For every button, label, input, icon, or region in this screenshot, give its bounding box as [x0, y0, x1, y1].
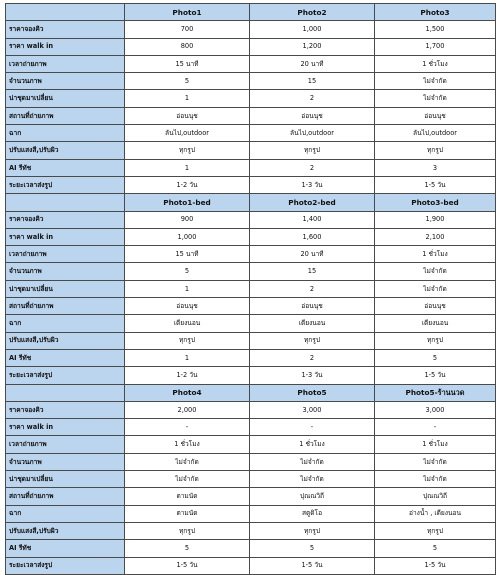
table-cell: 1: [125, 280, 250, 297]
table-cell: 1,500: [375, 21, 496, 38]
table-cell: 1-2 วัน: [125, 367, 250, 384]
table-row: [6, 522, 496, 539]
row-label: เวลาถ่ายภาพ: [6, 436, 125, 453]
table-cell: ลันไป,outdoor: [250, 125, 375, 142]
table-cell: 20 นาที: [250, 55, 375, 72]
package-name-header: Photo2: [250, 4, 375, 21]
row-label: ราคา walk in: [6, 38, 125, 55]
table-cell: ไม่จำกัด: [375, 263, 496, 280]
table-cell: ตามนัด: [125, 505, 250, 522]
row-label: ปรับแสงสี,ปรับผิว: [6, 142, 125, 159]
package-name-header: Photo3-bed: [375, 194, 496, 211]
table-cell: ไม่จำกัด: [250, 453, 375, 470]
table-cell: ทุกรูป: [250, 332, 375, 349]
table-cell: 1 ชั่วโมง: [250, 436, 375, 453]
table-cell: 5: [125, 540, 250, 557]
row-label: ฉาก: [6, 125, 125, 142]
price-table: [5, 3, 496, 575]
table-cell: 3,000: [375, 401, 496, 418]
table-cell: อ่างน้ำ , เตียงนอน: [375, 505, 496, 522]
table-cell: 1 ชั่วโมง: [375, 55, 496, 72]
table-cell: 1-5 วัน: [375, 176, 496, 193]
table-cell: ไม่จำกัด: [375, 73, 496, 90]
table-row: [6, 315, 496, 332]
table-cell: ไม่จำกัด: [375, 453, 496, 470]
table-row: [6, 401, 496, 418]
table-row: [6, 540, 496, 557]
table-cell: 1,600: [250, 228, 375, 245]
table-cell: ทุกรูป: [250, 522, 375, 539]
table-cell: 2,100: [375, 228, 496, 245]
table-cell: อ่อนนุช: [250, 107, 375, 124]
price-table-container: [5, 3, 495, 575]
table-row: [6, 280, 496, 297]
table-cell: ไม่จำกัด: [250, 471, 375, 488]
table-cell: 15 นาที: [125, 246, 250, 263]
table-row: [6, 55, 496, 72]
table-cell: 2,000: [125, 401, 250, 418]
row-label: ระยะเวลาส่งรูป: [6, 557, 125, 574]
table-cell: 5: [125, 263, 250, 280]
row-label: เวลาถ่ายภาพ: [6, 55, 125, 72]
package-name-header: Photo4: [125, 384, 250, 401]
row-label: จำนวนภาพ: [6, 73, 125, 90]
row-label: ระยะเวลาส่งรูป: [6, 176, 125, 193]
table-cell: 1,400: [250, 211, 375, 228]
table-cell: ทุกรูป: [125, 332, 250, 349]
row-label: AI รีทัช: [6, 540, 125, 557]
table-cell: อ่อนนุช: [125, 107, 250, 124]
table-cell: ทุกรูป: [125, 522, 250, 539]
table-cell: เตียงนอน: [375, 315, 496, 332]
table-row: [6, 505, 496, 522]
table-cell: 1,700: [375, 38, 496, 55]
table-row: [6, 453, 496, 470]
table-cell: ทุกรูป: [375, 332, 496, 349]
table-row: [6, 159, 496, 176]
table-cell: 800: [125, 38, 250, 55]
table-cell: 1,000: [125, 228, 250, 245]
table-cell: ปุณณวิถี: [375, 488, 496, 505]
table-cell: 5: [125, 73, 250, 90]
table-cell: 5: [375, 349, 496, 366]
package-header-row: [6, 194, 496, 211]
table-cell: ทุกรูป: [375, 522, 496, 539]
row-label: ฉาก: [6, 315, 125, 332]
row-label: ราคาจองคิว: [6, 401, 125, 418]
row-label: เวลาถ่ายภาพ: [6, 246, 125, 263]
row-label: สถานที่ถ่ายภาพ: [6, 488, 125, 505]
table-row: [6, 367, 496, 384]
package-header-row: [6, 4, 496, 21]
table-cell: 20 นาที: [250, 246, 375, 263]
table-cell: ไม่จำกัด: [375, 280, 496, 297]
row-label: น่าชุดมาเปลี่ยน: [6, 280, 125, 297]
table-cell: 2: [250, 280, 375, 297]
table-cell: ตามนัด: [125, 488, 250, 505]
table-cell: 5: [250, 540, 375, 557]
table-row: [6, 298, 496, 315]
table-row: [6, 176, 496, 193]
row-label: จำนวนภาพ: [6, 263, 125, 280]
row-label: ปรับแสงสี,ปรับผิว: [6, 332, 125, 349]
table-cell: 1: [125, 90, 250, 107]
row-label: ราคาจองคิว: [6, 211, 125, 228]
table-cell: 15: [250, 263, 375, 280]
table-cell: ไม่จำกัด: [375, 471, 496, 488]
table-cell: 1,200: [250, 38, 375, 55]
table-cell: 1-5 วัน: [375, 367, 496, 384]
package-name-header: Photo5: [250, 384, 375, 401]
table-cell: 1 ชั่วโมง: [375, 436, 496, 453]
table-cell: ทุกรูป: [375, 142, 496, 159]
row-label: AI รีทัช: [6, 349, 125, 366]
row-label: น่าชุดมาเปลี่ยน: [6, 471, 125, 488]
header-corner-cell: [6, 384, 125, 401]
table-cell: อ่อนนุช: [375, 107, 496, 124]
header-corner-cell: [6, 194, 125, 211]
row-label: สถานที่ถ่ายภาพ: [6, 107, 125, 124]
table-cell: อ่อนนุช: [250, 298, 375, 315]
table-cell: 3,000: [250, 401, 375, 418]
table-cell: 2: [250, 159, 375, 176]
row-label: AI รีทัช: [6, 159, 125, 176]
table-row: [6, 332, 496, 349]
row-label: ระยะเวลาส่งรูป: [6, 367, 125, 384]
row-label: ราคาจองคิว: [6, 21, 125, 38]
table-row: [6, 142, 496, 159]
row-label: ราคา walk in: [6, 419, 125, 436]
row-label: ฉาก: [6, 505, 125, 522]
table-row: [6, 436, 496, 453]
table-cell: 2: [250, 349, 375, 366]
package-name-header: Photo1: [125, 4, 250, 21]
table-cell: 1-3 วัน: [250, 176, 375, 193]
table-cell: เตียงนอน: [125, 315, 250, 332]
table-cell: ไม่จำกัด: [125, 471, 250, 488]
table-row: [6, 73, 496, 90]
table-cell: 1 ชั่วโมง: [375, 246, 496, 263]
table-cell: 900: [125, 211, 250, 228]
table-row: [6, 557, 496, 574]
table-row: [6, 349, 496, 366]
table-cell: ทุกรูป: [125, 142, 250, 159]
table-cell: 1: [125, 349, 250, 366]
table-row: [6, 488, 496, 505]
table-cell: 5: [375, 540, 496, 557]
package-name-header: Photo1-bed: [125, 194, 250, 211]
table-cell: เตียงนอน: [250, 315, 375, 332]
table-cell: 15: [250, 73, 375, 90]
table-cell: 1-5 วัน: [375, 557, 496, 574]
table-cell: อ่อนนุช: [375, 298, 496, 315]
table-row: [6, 419, 496, 436]
table-row: [6, 471, 496, 488]
table-cell: 1-3 วัน: [250, 367, 375, 384]
table-cell: 2: [250, 90, 375, 107]
package-header-row: [6, 384, 496, 401]
row-label: สถานที่ถ่ายภาพ: [6, 298, 125, 315]
table-row: [6, 211, 496, 228]
package-name-header: Photo3: [375, 4, 496, 21]
table-cell: 3: [375, 159, 496, 176]
table-row: [6, 107, 496, 124]
table-cell: 700: [125, 21, 250, 38]
table-cell: ปุณณวิถี: [250, 488, 375, 505]
table-cell: 1 ชั่วโมง: [125, 436, 250, 453]
row-label: ราคา walk in: [6, 228, 125, 245]
package-name-header: Photo2-bed: [250, 194, 375, 211]
table-cell: ลันไป,outdoor: [375, 125, 496, 142]
row-label: ปรับแสงสี,ปรับผิว: [6, 522, 125, 539]
package-name-header: Photo5-ร้านนวด: [375, 384, 496, 401]
table-cell: ไม่จำกัด: [375, 90, 496, 107]
table-cell: อ่อนนุช: [125, 298, 250, 315]
table-row: [6, 90, 496, 107]
table-cell: 1-5 วัน: [250, 557, 375, 574]
table-cell: -: [375, 419, 496, 436]
table-row: [6, 263, 496, 280]
table-cell: 1-5 วัน: [125, 557, 250, 574]
row-label: จำนวนภาพ: [6, 453, 125, 470]
table-cell: ทุกรูป: [250, 142, 375, 159]
table-cell: สตูดิโอ: [250, 505, 375, 522]
table-row: [6, 38, 496, 55]
table-cell: ไม่จำกัด: [125, 453, 250, 470]
table-cell: 15 นาที: [125, 55, 250, 72]
table-row: [6, 21, 496, 38]
table-cell: ลันไป,outdoor: [125, 125, 250, 142]
table-row: [6, 228, 496, 245]
row-label: น่าชุดมาเปลี่ยน: [6, 90, 125, 107]
header-corner-cell: [6, 4, 125, 21]
table-cell: 1-2 วัน: [125, 176, 250, 193]
table-row: [6, 246, 496, 263]
table-cell: -: [125, 419, 250, 436]
table-cell: 1,000: [250, 21, 375, 38]
table-cell: 1: [125, 159, 250, 176]
table-row: [6, 125, 496, 142]
table-cell: -: [250, 419, 375, 436]
table-cell: 1,900: [375, 211, 496, 228]
